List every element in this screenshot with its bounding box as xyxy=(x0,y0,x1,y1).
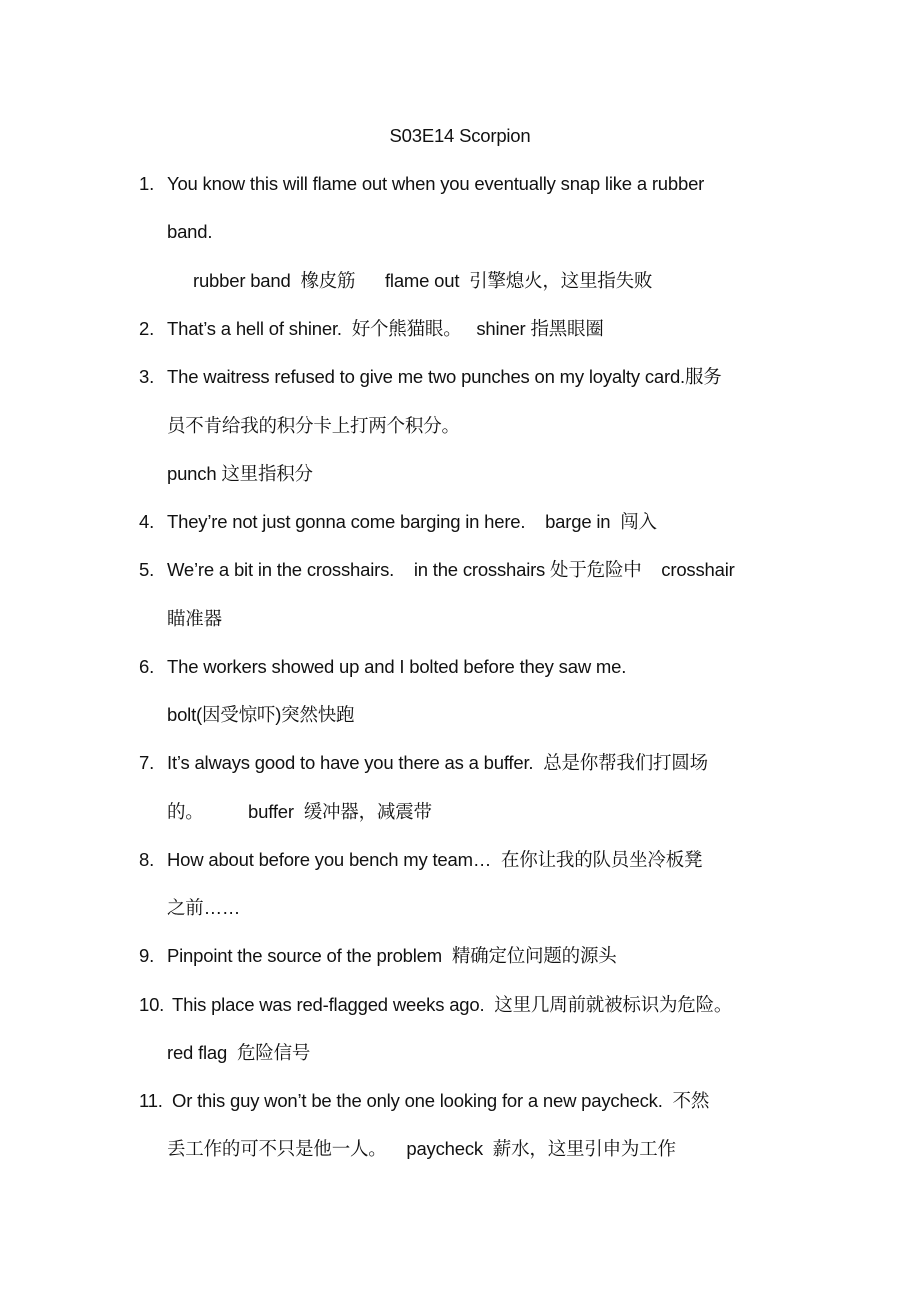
item-number: 6. xyxy=(139,656,155,677)
item-text-line: It’s always good to have you there as a buffer. 总是你帮我们打圆场 xyxy=(167,752,708,773)
item-number: 5. xyxy=(139,559,155,580)
item-number: 4. xyxy=(139,511,155,532)
item-text-line: We’re a bit in the crosshairs. in the crosshairs 处于危险中 crosshair xyxy=(167,559,735,580)
item-number: 7. xyxy=(139,752,155,773)
item-text-line: 之前…… xyxy=(167,897,241,918)
item-text-line: The workers showed up and I bolted before they saw me. xyxy=(167,656,627,677)
item-text-line: band. xyxy=(167,221,213,242)
item-text-line: They’re not just gonna come barging in here. barge in 闯入 xyxy=(167,511,657,532)
item-text-line: Or this guy won’t be the only one looking for a new paycheck. 不然 xyxy=(172,1090,710,1111)
item-text-line: 的。 buffer 缓冲器，减震带 xyxy=(167,801,432,822)
item-text-line: That’s a hell of shiner. 好个熊猫眼。 shiner 指黑眼圈 xyxy=(167,318,604,339)
item-number: 10. xyxy=(139,994,165,1015)
item-number: 9. xyxy=(139,945,155,966)
item-number: 1. xyxy=(139,173,155,194)
item-number: 2. xyxy=(139,318,155,339)
item-text-line: How about before you bench my team… 在你让我的队员坐冷板凳 xyxy=(167,849,703,870)
item-number: 11. xyxy=(139,1090,163,1111)
item-text-line: 员不肯给我的积分卡上打两个积分。 xyxy=(167,415,460,436)
item-text-line: This place was red-flagged weeks ago. 这里几周前就被标识为危险。 xyxy=(172,994,733,1015)
item-text-line: Pinpoint the source of the problem 精确定位问题的源头 xyxy=(167,945,617,966)
item-note-line: bolt(因受惊吓)突然快跑 xyxy=(167,704,355,725)
item-text-line: The waitress refused to give me two punches on my loyalty card.服务 xyxy=(167,366,722,387)
item-note-line: rubber band 橡皮筋 flame out 引擎熄火，这里指失败 xyxy=(193,270,653,291)
item-text-line: 丢工作的可不只是他一人。 paycheck 薪水，这里引申为工作 xyxy=(167,1138,676,1159)
document-title: S03E14 Scorpion xyxy=(389,125,531,146)
item-text-line: You know this will flame out when you eventually snap like a rubber xyxy=(167,173,705,194)
item-number: 8. xyxy=(139,849,155,870)
item-number: 3. xyxy=(139,366,155,387)
item-text-line: 瞄准器 xyxy=(167,608,222,629)
item-note-line: punch 这里指积分 xyxy=(167,463,313,484)
item-note-line: red flag 危险信号 xyxy=(167,1042,311,1063)
